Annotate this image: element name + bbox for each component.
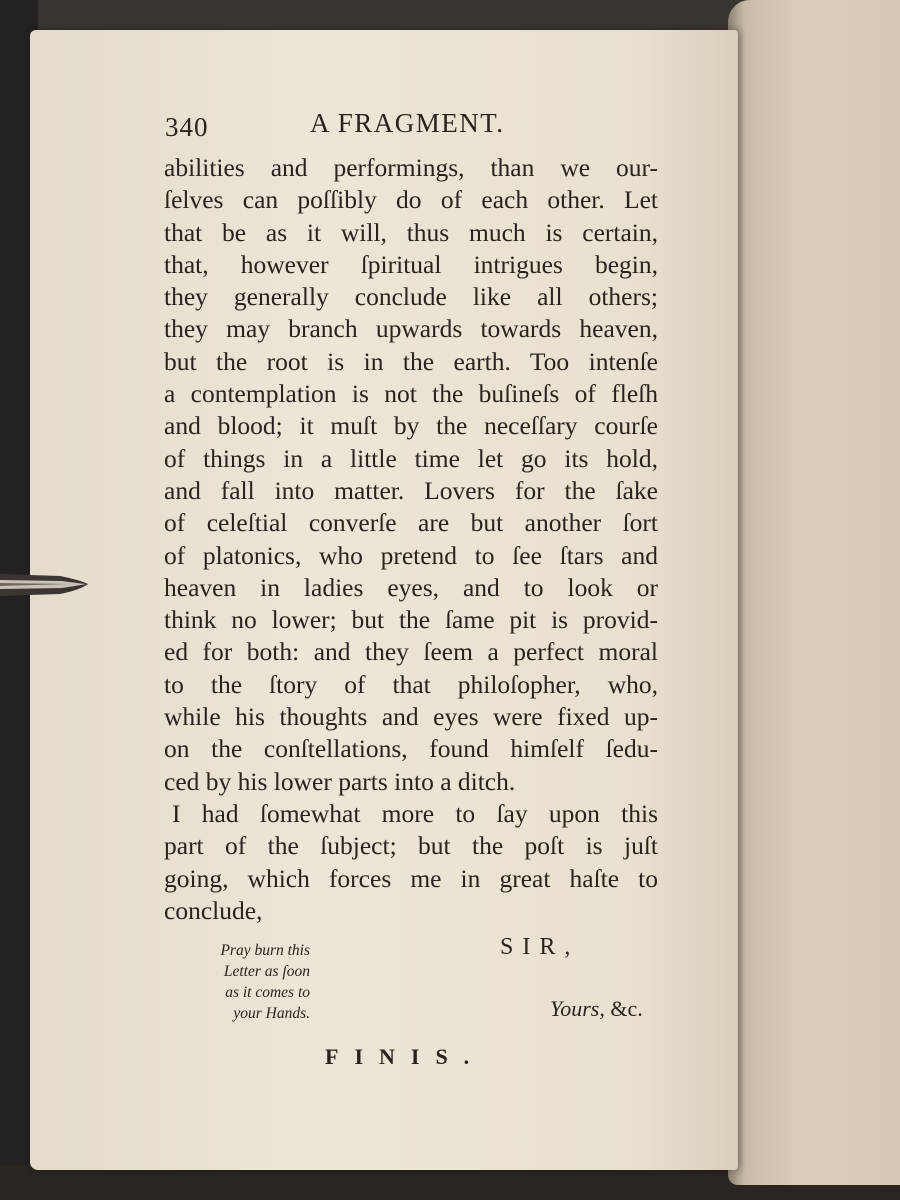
closing	[550, 996, 643, 1022]
note-line: Pray burn this	[220, 942, 310, 959]
text-line: they may branch upwards towards heaven,	[164, 314, 658, 344]
text-line: ed for both: and they ſeem a perfect moral	[164, 637, 658, 667]
pen-nib-icon	[0, 566, 88, 602]
page-header	[165, 108, 655, 148]
text-line: heaven in ladies eyes, and to look or	[164, 572, 658, 602]
text-line: think no lower; but the ſame pit is provid-	[164, 605, 658, 635]
text-line: that be as it will, thus much is certain,	[164, 217, 658, 247]
text-line: of things in a little time let go its hold,	[164, 443, 658, 473]
page-number: 340	[165, 112, 209, 142]
finis: FINIS.	[325, 1044, 486, 1069]
running-title: A FRAGMENT.	[310, 108, 505, 138]
text-line: abilities and performings, than we our-	[164, 153, 658, 182]
text-line: part of the ſubject; but the poſt is juſt	[164, 831, 658, 861]
note-line: Letter as ſoon	[223, 963, 310, 980]
note-line: as it comes to	[225, 984, 310, 1001]
text-line: going, which forces me in great haſte to	[164, 863, 658, 893]
text-line: while his thoughts and eyes were fixed up-	[164, 702, 658, 732]
salutation: SIR,	[500, 934, 580, 960]
text-line: conclude,	[164, 895, 263, 925]
text-line: to the ſtory of that philoſopher, who,	[164, 669, 658, 699]
text-line: they generally conclude like all others;	[164, 282, 658, 312]
text-line: a contemplation is not the buſineſs of fleſh	[164, 379, 658, 409]
facing-page-edge	[728, 0, 900, 1185]
text-line: and blood; it muſt by the neceſſary courſe	[164, 411, 658, 441]
text-line: but the root is in the earth. Too intenſe	[164, 346, 658, 376]
text-line: I had ſomewhat more to ſay upon this	[172, 798, 658, 828]
text-line: and fall into matter. Lovers for the ſake	[164, 475, 658, 505]
text-line: of celeſtial converſe are but another ſort	[164, 508, 658, 538]
postscript-note	[170, 940, 310, 1024]
body-text	[164, 152, 658, 927]
text-line: ced by his lower parts into a ditch.	[164, 766, 516, 796]
text-line: ſelves can poſſibly do of each other. Let	[164, 185, 658, 215]
text-line: on the conſtellations, found himſelf ſedu-	[164, 734, 658, 764]
text-line: of platonics, who pretend to ſee ſtars and	[164, 540, 658, 570]
closing-etc: &c.	[604, 996, 643, 1021]
note-line: your Hands.	[233, 1005, 310, 1022]
closing-yours: Yours,	[550, 996, 605, 1021]
text-line: that, however ſpiritual intrigues begin,	[164, 249, 658, 279]
